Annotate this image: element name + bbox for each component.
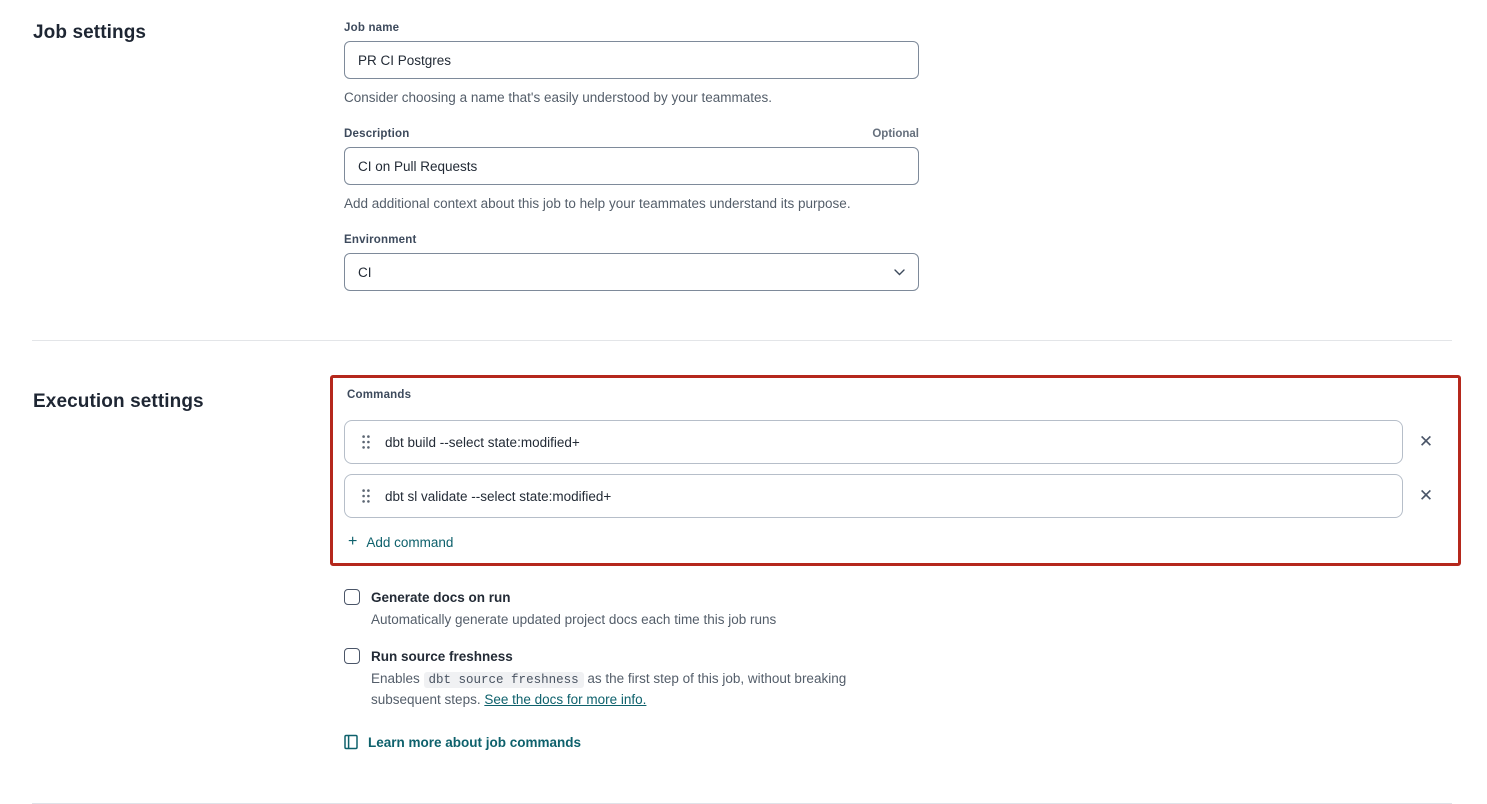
command-text: dbt sl validate --select state:modified+ (385, 488, 612, 504)
chevron-down-icon (894, 269, 905, 276)
description-label: Description (344, 128, 410, 140)
generate-docs-helper: Automatically generate updated project docs each time this job runs (371, 612, 777, 627)
generate-docs-group (344, 589, 1461, 630)
source-freshness-group (344, 648, 1461, 710)
source-freshness-helper-middle: as the first step of this job, without breaking subsequent steps. (371, 671, 847, 707)
learn-more-link[interactable] (344, 734, 581, 750)
close-icon: ✕ (1418, 485, 1434, 506)
execution-settings-section (0, 375, 1487, 755)
section-divider (32, 340, 1452, 341)
drag-handle-icon[interactable] (362, 489, 370, 503)
description-field-group (344, 128, 919, 213)
remove-command-button[interactable] (1409, 479, 1443, 513)
commands-label: Commands (347, 389, 412, 401)
source-freshness-label: Run source freshness (371, 648, 513, 664)
source-freshness-checkbox[interactable] (344, 648, 360, 664)
job-name-input[interactable] (344, 41, 919, 79)
job-name-field-group (344, 22, 919, 107)
description-input[interactable] (344, 147, 919, 185)
remove-command-button[interactable] (1409, 425, 1443, 459)
see-docs-link[interactable]: See the docs for more info. (484, 692, 647, 707)
close-icon: ✕ (1418, 431, 1434, 452)
command-row (344, 420, 1447, 464)
environment-field-group (344, 234, 919, 291)
job-settings-section (0, 22, 1487, 291)
generate-docs-checkbox[interactable] (344, 589, 360, 605)
optional-badge: Optional (872, 128, 919, 140)
add-command-label: Add command (366, 534, 454, 550)
drag-handle-icon[interactable] (362, 435, 370, 449)
docs-book-icon (344, 734, 358, 750)
job-name-helper: Consider choosing a name that's easily understood by your teammates. (344, 90, 773, 105)
learn-more-label: Learn more about job commands (368, 734, 582, 750)
environment-select-value: CI (358, 264, 372, 280)
job-settings-heading: Job settings (33, 22, 147, 43)
source-freshness-helper-prefix: Enables (371, 671, 424, 686)
environment-label: Environment (344, 234, 417, 246)
source-freshness-helper (371, 669, 906, 710)
plus-icon: + (348, 533, 358, 550)
command-text: dbt build --select state:modified+ (385, 434, 580, 450)
command-input[interactable] (344, 420, 1403, 464)
job-name-label: Job name (344, 22, 400, 34)
generate-docs-label: Generate docs on run (371, 589, 511, 605)
environment-select[interactable] (344, 253, 919, 291)
command-input[interactable] (344, 474, 1403, 518)
description-helper: Add additional context about this job to help your teammates understand its purpose. (344, 196, 851, 211)
source-freshness-code: dbt source freshness (424, 672, 584, 688)
add-command-button[interactable] (348, 534, 453, 550)
commands-highlight-box (330, 375, 1461, 566)
execution-settings-heading: Execution settings (33, 391, 204, 412)
command-row (344, 474, 1447, 518)
